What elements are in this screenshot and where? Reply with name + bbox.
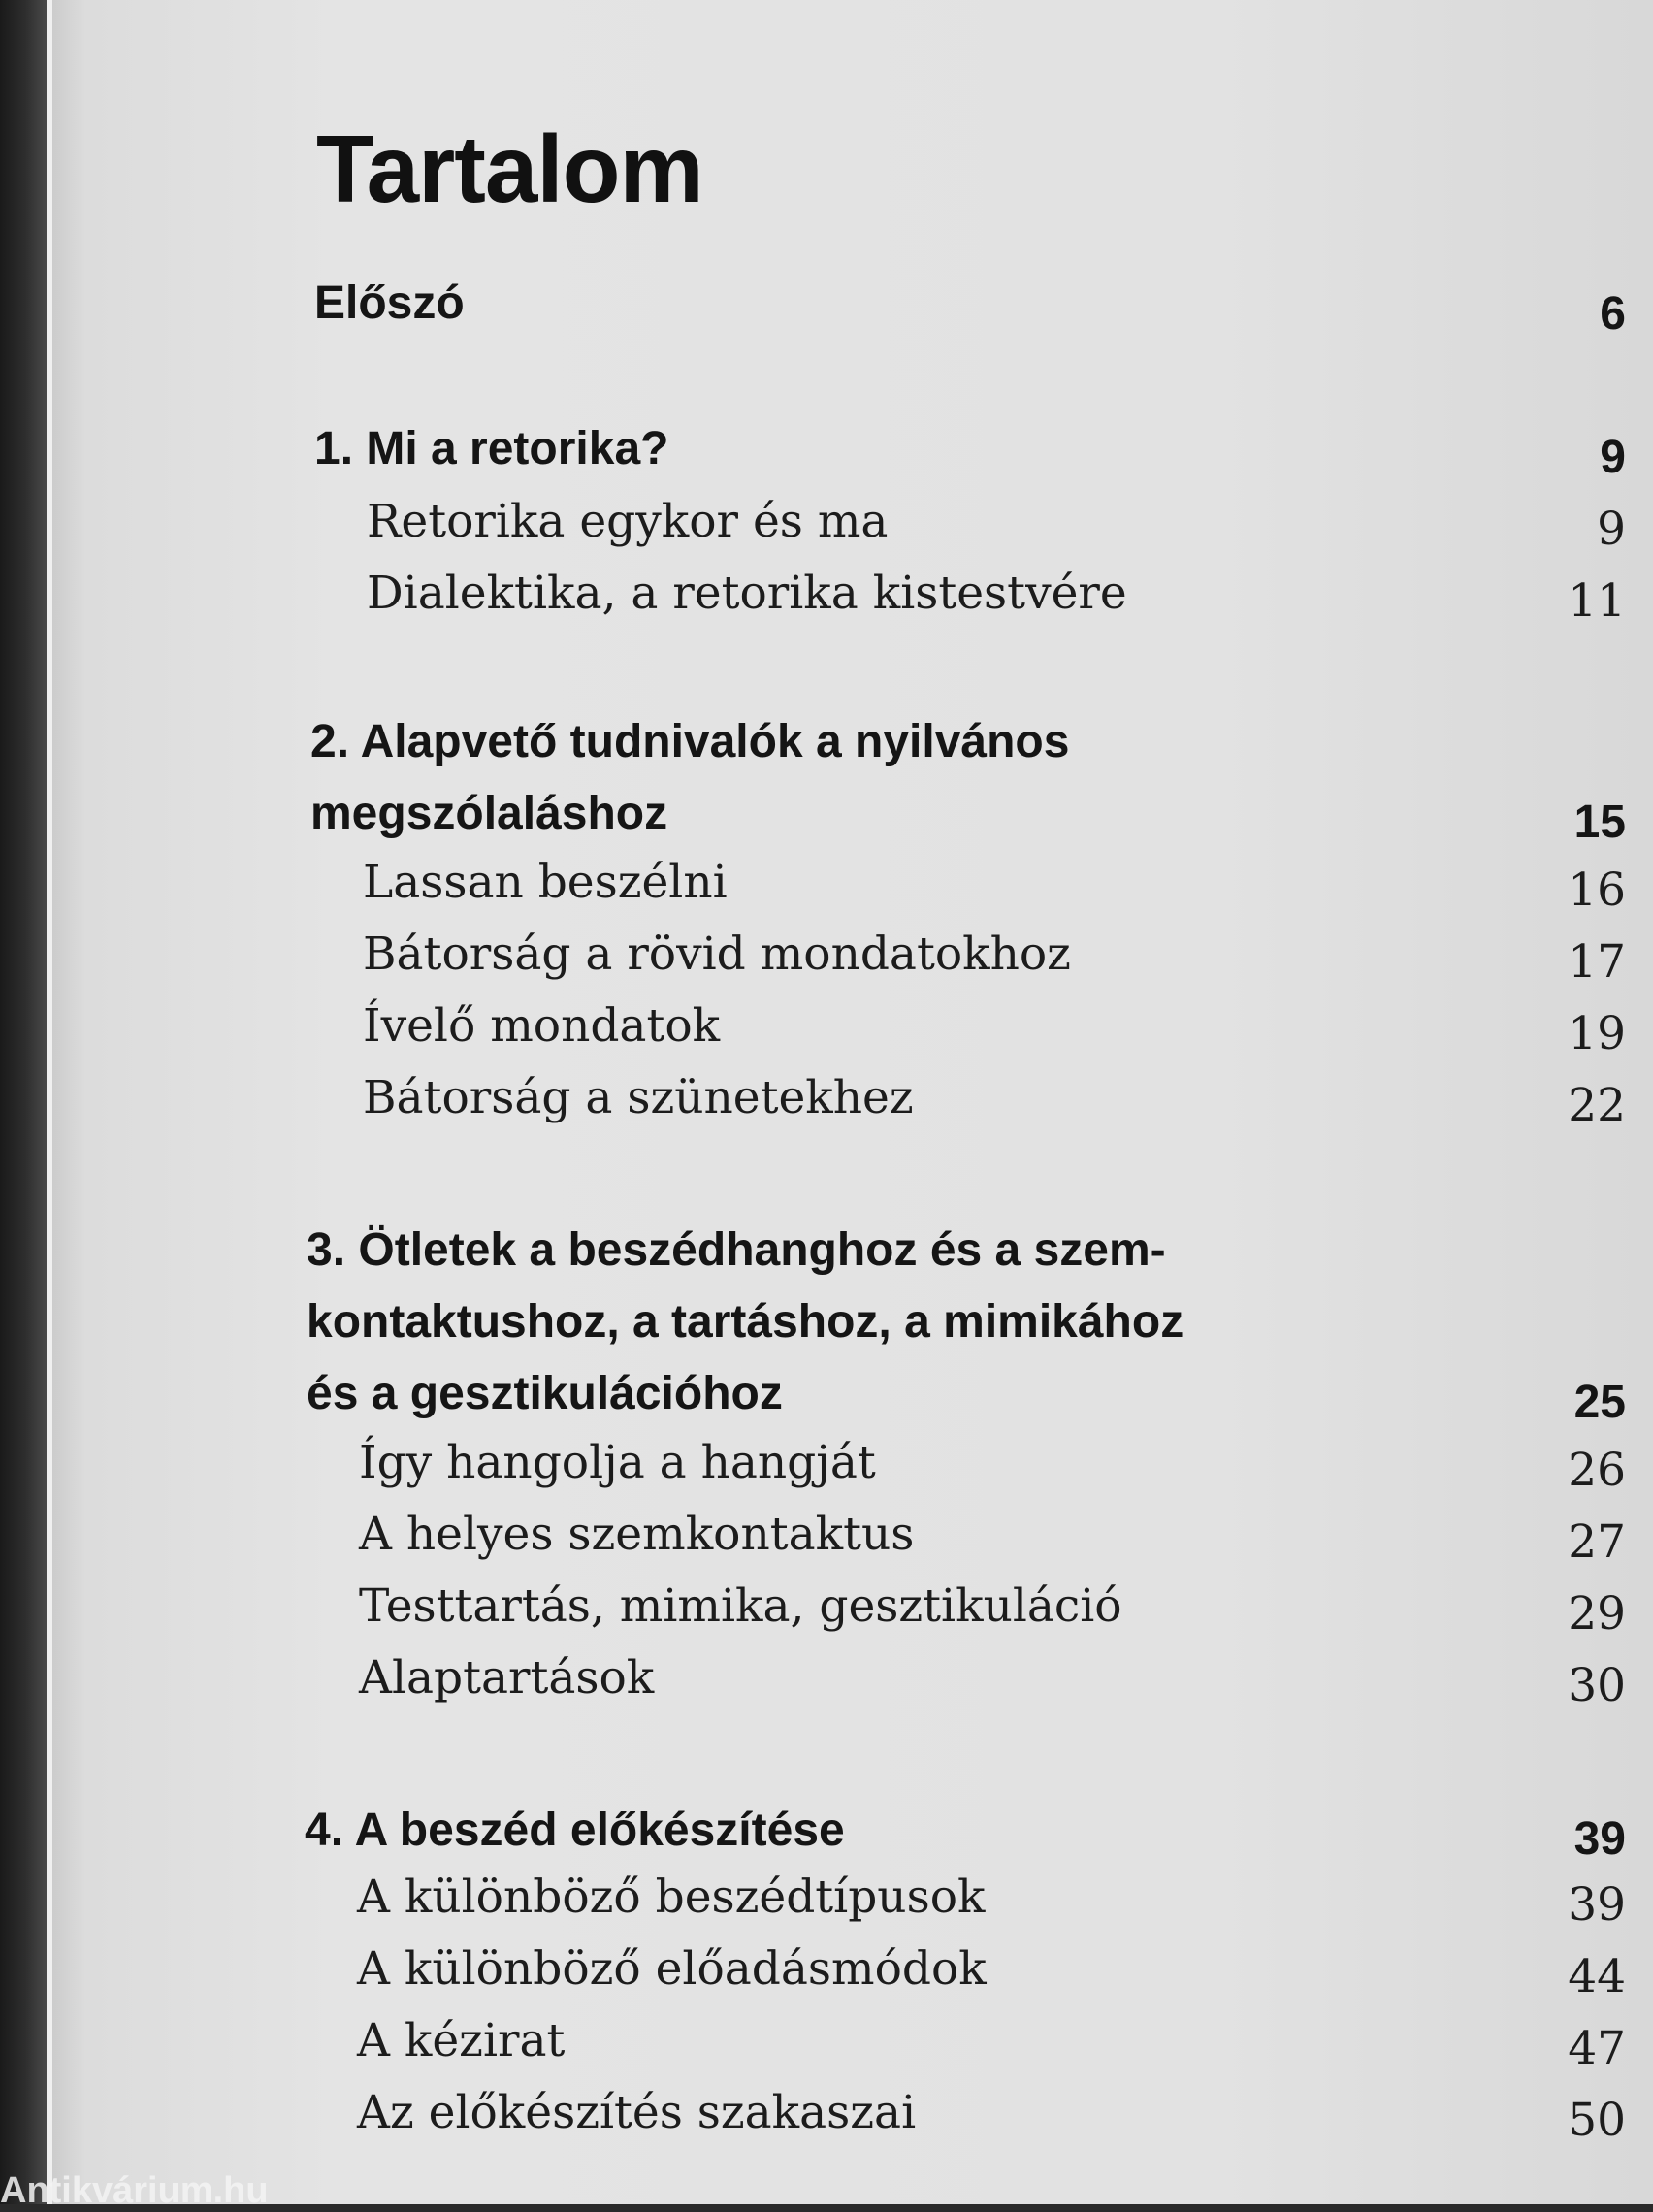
toc-section-4-1: A különböző beszédtípusok	[357, 1870, 986, 1924]
toc-section-4-4: Az előkészítés szakaszai	[357, 2086, 917, 2139]
toc-section-2-1-page: 16	[1568, 863, 1626, 917]
toc-section-4-2: A különböző előadásmódok	[357, 1942, 987, 1996]
toc-section-4-2-page: 44	[1568, 1950, 1626, 2003]
book-page	[47, 0, 1653, 2204]
toc-section-4-3: A kézirat	[357, 2014, 566, 2067]
page-edge	[47, 0, 52, 2204]
toc-section-2-4: Bátorság a szünetekhez	[363, 1071, 914, 1124]
toc-section-4-3-page: 47	[1568, 2022, 1626, 2075]
toc-section-4-4-page: 50	[1568, 2094, 1626, 2147]
toc-section-1-2-page: 11	[1568, 574, 1626, 628]
toc-section-3-2-page: 27	[1568, 1515, 1626, 1569]
toc-chapter-3-title-line-1: 3. Ötletek a beszédhanghoz és a szem-	[307, 1224, 1166, 1276]
toc-section-3-2: A helyes szemkontaktus	[359, 1508, 915, 1561]
toc-chapter-3-title-line-3: és a gesztikulációhoz	[307, 1368, 783, 1419]
toc-section-2-2-page: 17	[1568, 935, 1626, 989]
toc-chapter-1-page: 9	[1600, 432, 1626, 483]
watermark: Antikvárium.hu	[0, 2170, 269, 2211]
toc-chapter-3-page: 25	[1573, 1377, 1626, 1428]
toc-section-3-1: Így hangolja a hangját	[359, 1436, 876, 1489]
toc-chapter-2-title-line-2: megszólaláshoz	[310, 788, 668, 839]
toc-section-3-1-page: 26	[1568, 1444, 1626, 1497]
toc-section-2-2: Bátorság a rövid mondatokhoz	[363, 927, 1071, 981]
toc-preface-page: 6	[1600, 288, 1626, 340]
toc-preface-label: Előszó	[314, 277, 465, 329]
toc-section-3-3-page: 29	[1568, 1587, 1626, 1641]
toc-chapter-2-title-line-1: 2. Alapvető tudnivalók a nyilvános	[310, 716, 1070, 767]
toc-section-1-1: Retorika egykor és ma	[367, 495, 889, 548]
toc-chapter-4-page: 39	[1573, 1813, 1626, 1865]
toc-section-2-3: Ívelő mondatok	[363, 999, 721, 1053]
toc-section-3-4: Alaptartások	[359, 1651, 655, 1705]
toc-section-1-1-page: 9	[1597, 503, 1626, 556]
toc-section-2-3-page: 19	[1568, 1007, 1626, 1060]
toc-section-3-4-page: 30	[1568, 1659, 1626, 1712]
toc-section-3-3: Testtartás, mimika, gesztikuláció	[359, 1579, 1122, 1633]
toc-section-1-2: Dialektika, a retorika kistestvére	[367, 567, 1127, 620]
toc-chapter-1-title: 1. Mi a retorika?	[314, 423, 669, 474]
book-spine-shadow	[0, 0, 47, 2204]
toc-section-4-1-page: 39	[1568, 1878, 1626, 1932]
toc-chapter-2-page: 15	[1573, 797, 1626, 848]
toc-chapter-3-title-line-2: kontaktushoz, a tartáshoz, a mimikához	[307, 1296, 1184, 1348]
page-title: Tartalom	[316, 115, 703, 222]
toc-section-2-1: Lassan beszélni	[363, 856, 728, 909]
toc-chapter-4-title: 4. A beszéd előkészítése	[305, 1805, 845, 1856]
toc-section-2-4-page: 22	[1568, 1079, 1626, 1132]
